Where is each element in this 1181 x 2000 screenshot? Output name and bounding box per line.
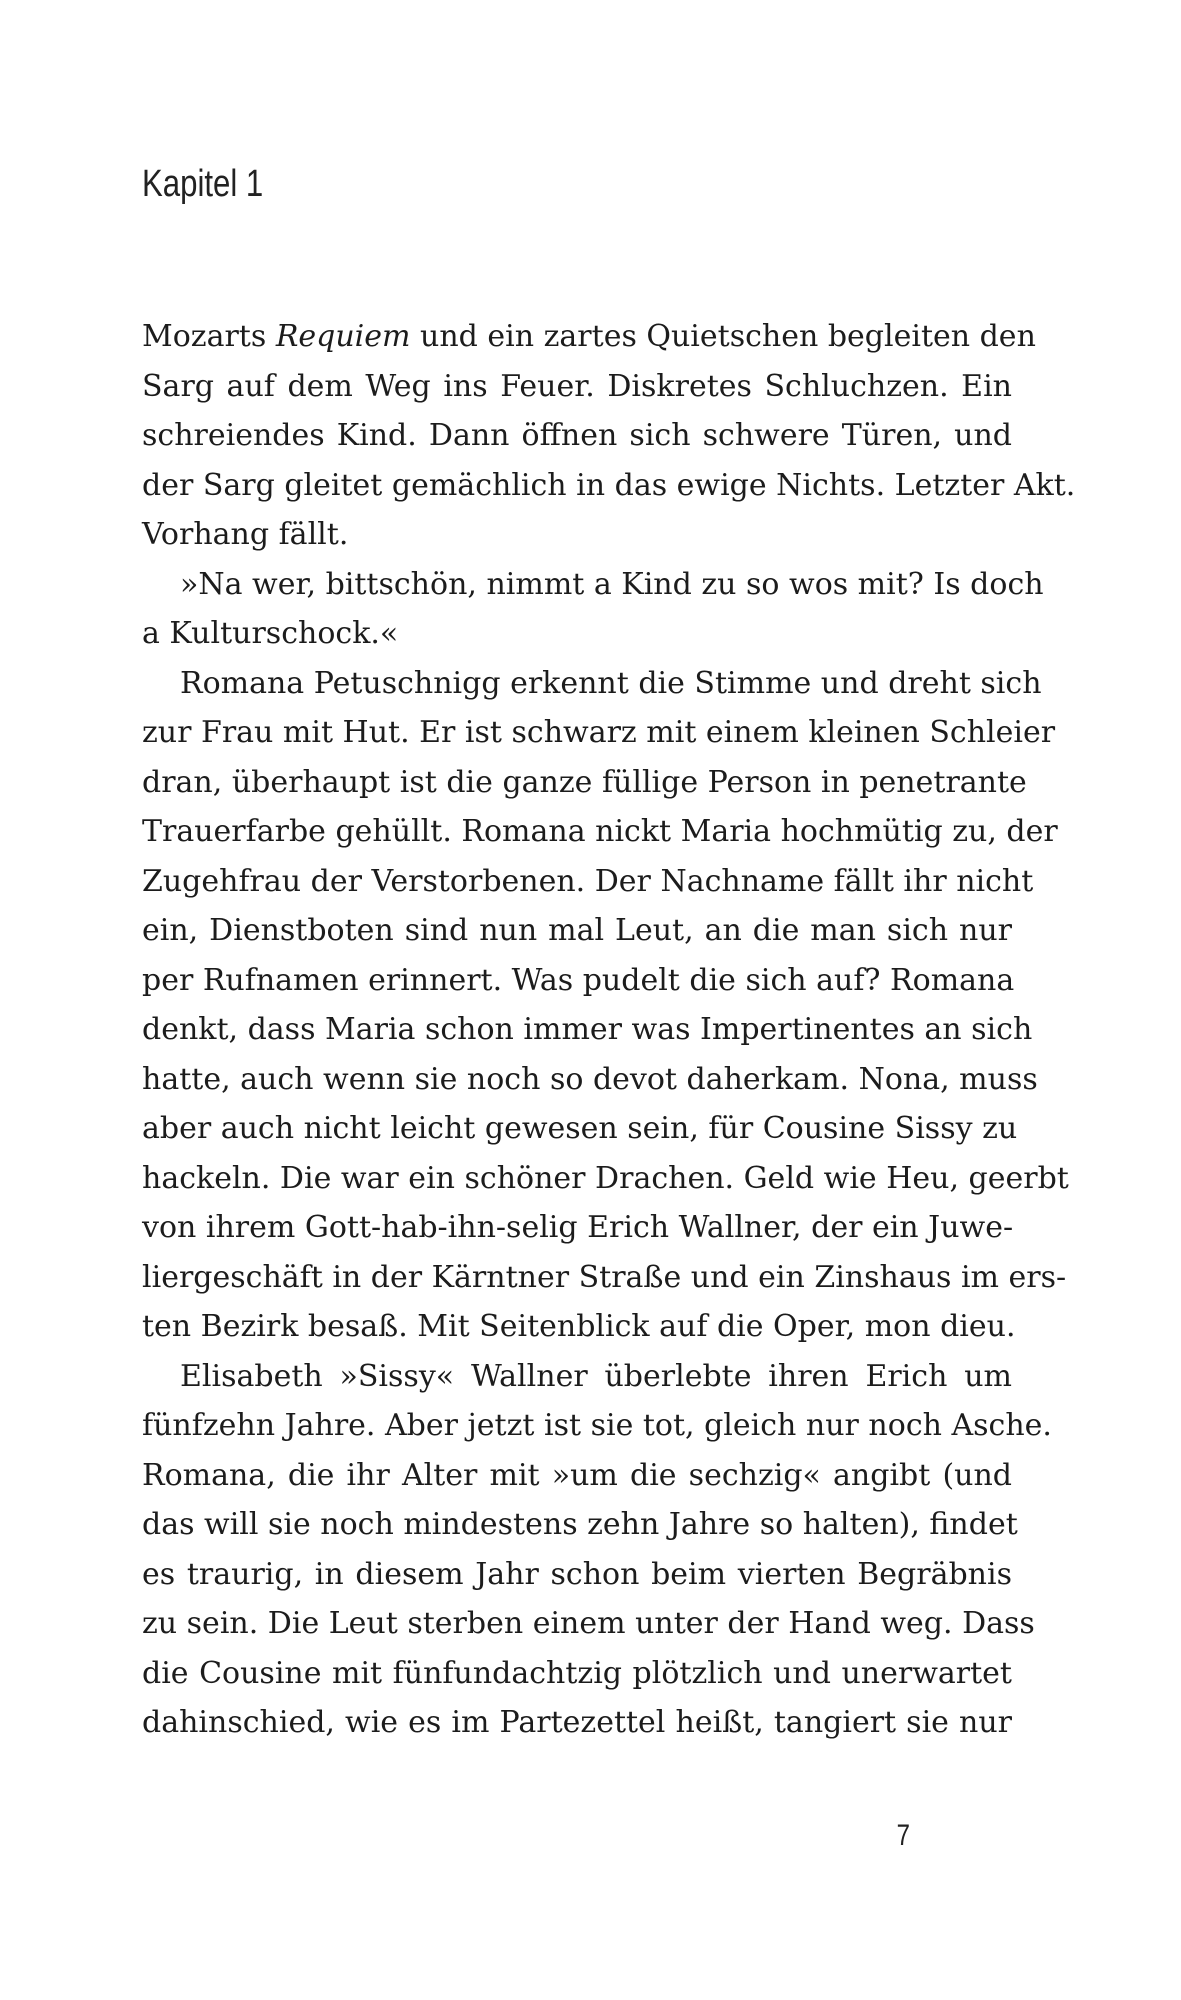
text-line: Sarg auf dem Weg ins Feuer. Diskretes Schluchzen. Ein	[142, 368, 1012, 404]
text-line: von ihrem Gott-hab-ihn-selig Erich Wallner, der ein Juwe-	[142, 1210, 1014, 1245]
chapter-heading: Kapitel 1	[142, 163, 264, 205]
text-line: Romana, die ihr Alter mit »um die sechzig« angibt (und	[142, 1457, 1012, 1493]
text-line: Romana Petuschnigg erkennt die Stimme und dreht sich	[180, 665, 1042, 701]
text-line: zu sein. Die Leut sterben einem unter der Hand weg. Dass	[142, 1606, 1035, 1641]
text-line: a Kulturschock.«	[142, 616, 399, 651]
text-line: Trauerfarbe gehüllt. Romana nickt Maria hochmütig zu, der	[142, 814, 1058, 849]
text-line: ein, Dienstboten sind nun mal Leut, an die man sich nur	[142, 913, 1012, 948]
text-line: Zugehfrau der Verstorbenen. Der Nachname fällt ihr nicht	[142, 863, 1034, 899]
text-line: hackeln. Die war ein schöner Drachen. Geld wie Heu, geerbt	[142, 1160, 1069, 1196]
text-line: liergeschäft in der Kärntner Straße und ein Zinshaus im ers-	[142, 1259, 1067, 1295]
text-line: per Rufnamen erinnert. Was pudelt die sich auf? Romana	[142, 962, 1015, 998]
text-fragment: und ein zartes Quietschen begleiten den	[410, 319, 1036, 354]
text-line: hatte, auch wenn sie noch so devot daherkam. Nona, muss	[142, 1061, 1038, 1097]
text-line: ten Bezirk besaß. Mit Seitenblick auf die Oper, mon dieu.	[142, 1309, 1016, 1344]
text-line: es traurig, in diesem Jahr schon beim vierten Begräbnis	[142, 1556, 1012, 1592]
text-line: dahinschied, wie es im Partezettel heißt, tangiert sie nur	[142, 1705, 1012, 1740]
text-line: das will sie noch mindestens zehn Jahre so halten), findet	[142, 1507, 1018, 1542]
text-fragment: Mozarts	[142, 319, 276, 354]
text-line: die Cousine mit fünfundachtzig plötzlich und unerwartet	[142, 1655, 1012, 1691]
text-line	[142, 312, 1036, 362]
text-line: zur Frau mit Hut. Er ist schwarz mit einem kleinen Schleier	[142, 715, 1056, 750]
text-line: der Sarg gleitet gemächlich in das ewige Nichts. Letzter Akt.	[142, 467, 1076, 503]
text-line: Vorhang fällt.	[142, 517, 349, 552]
text-line: aber auch nicht leicht gewesen sein, für Cousine Sissy zu	[142, 1111, 1018, 1146]
page-number: 7	[896, 1819, 910, 1852]
text-line: denkt, dass Maria schon immer was Impertinentes an sich	[142, 1012, 1033, 1047]
text-line: dran, überhaupt ist die ganze füllige Person in penetrante	[142, 764, 1027, 800]
text-line: schreiendes Kind. Dann öffnen sich schwere Türen, und	[142, 418, 1012, 453]
text-line: fünfzehn Jahre. Aber jetzt ist sie tot, gleich nur noch Asche.	[142, 1408, 1052, 1443]
text-line: »Na wer, bittschön, nimmt a Kind zu so wos mit? Is doch	[180, 566, 1044, 602]
text-line: Elisabeth »Sissy« Wallner überlebte ihren Erich um	[180, 1358, 1012, 1394]
italic-work-title: Requiem	[275, 319, 411, 354]
chapter-body-text	[142, 312, 1076, 1748]
